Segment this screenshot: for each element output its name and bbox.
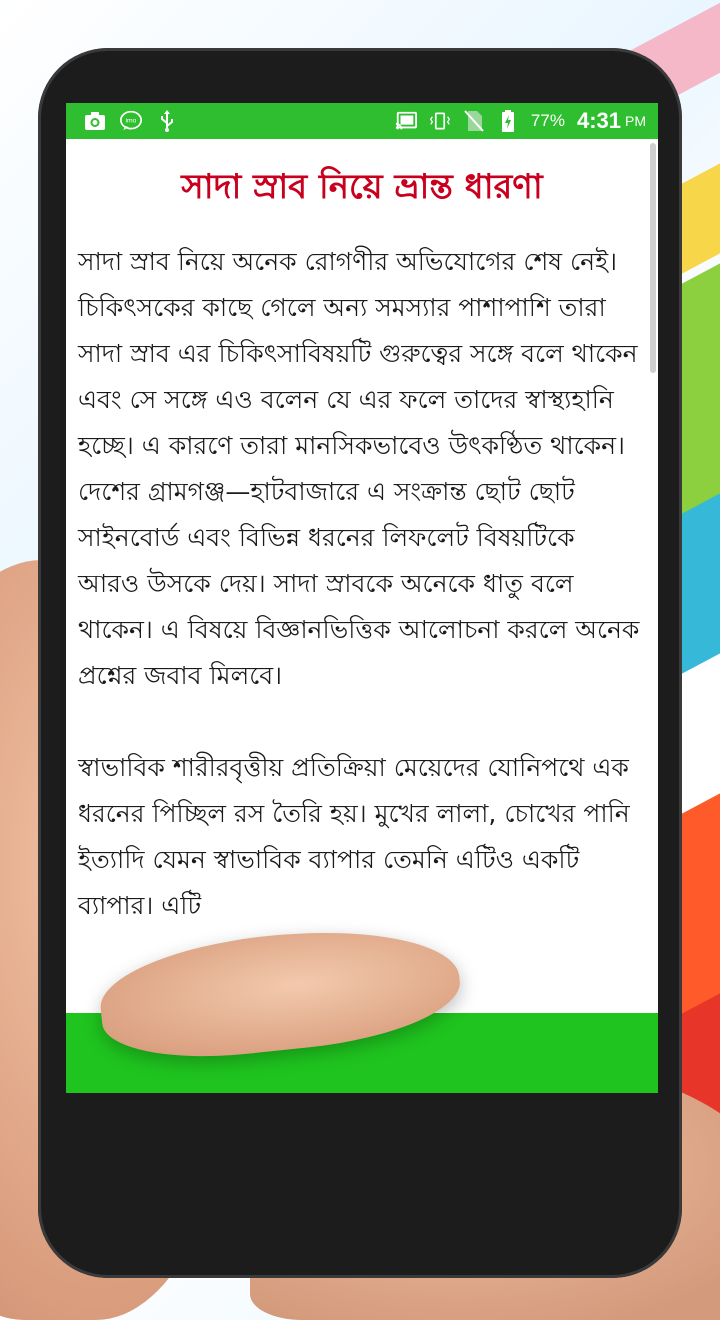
imo-icon [120,110,142,132]
battery-charging-icon [497,110,519,132]
clock-ampm: PM [625,113,646,129]
article-title: সাদা স্রাব নিয়ে ভ্রান্ত ধারণা [181,167,543,207]
status-bar [66,103,658,139]
no-sim-icon [463,110,485,132]
article-paragraph: সাদা স্রাব নিয়ে অনেক রোগণীর অভিযোগের শেষ নেই। চিকিৎসকের কাছে গেলে অন্য সমস্যার পাশাপাশি তারা সাদা স্রাব এর চিকিৎসাবিষয়টি গুরুত্বের সঙ্গে বলে থাকেন এবং সে সঙ্গে এও বলেন যে এর ফলে তাদের স্বাস্থ্যহানি হচ্ছে। এ কারণে তারা মানসিকভাবেও উৎকণ্ঠিত থাকেন। দেশের গ্রামগঞ্জ—হাটবাজারে এ সংক্রান্ত ছোট ছোট সাইনবোর্ড এবং বিভিন্ন ধরনের লিফলেট বিষয়টিকে আরও উসকে দেয়। সাদা স্রাবকে অনেকে ধাতু বলে থাকেন। এ বিষয়ে বিজ্ঞানভিত্তিক আলোচনা করলে অনেক প্রশ্নের জবাব মিলবে। [78,247,640,690]
article-paragraph: স্বাভাবিক শারীরবৃত্তীয় প্রতিক্রিয়া মেয়েদের যোনিপথে এক ধরনের পিচ্ছিল রস তৈরি হয়। মুখের লালা, চোখের পানি ইত্যাদি যেমন স্বাভাবিক ব্যাপার তেমনি এটিও একটি ব্যাপার। এটি [78,753,630,920]
cast-icon [395,110,417,132]
battery-percent: 77% [530,111,565,130]
vibrate-icon [429,110,451,132]
scrollbar[interactable] [650,143,656,373]
usb-icon [156,110,178,132]
imo-label: imo [125,117,137,125]
article-scroll-area[interactable] [66,139,658,1013]
camera-icon [84,110,106,132]
clock-time: 4:31 [576,108,621,133]
